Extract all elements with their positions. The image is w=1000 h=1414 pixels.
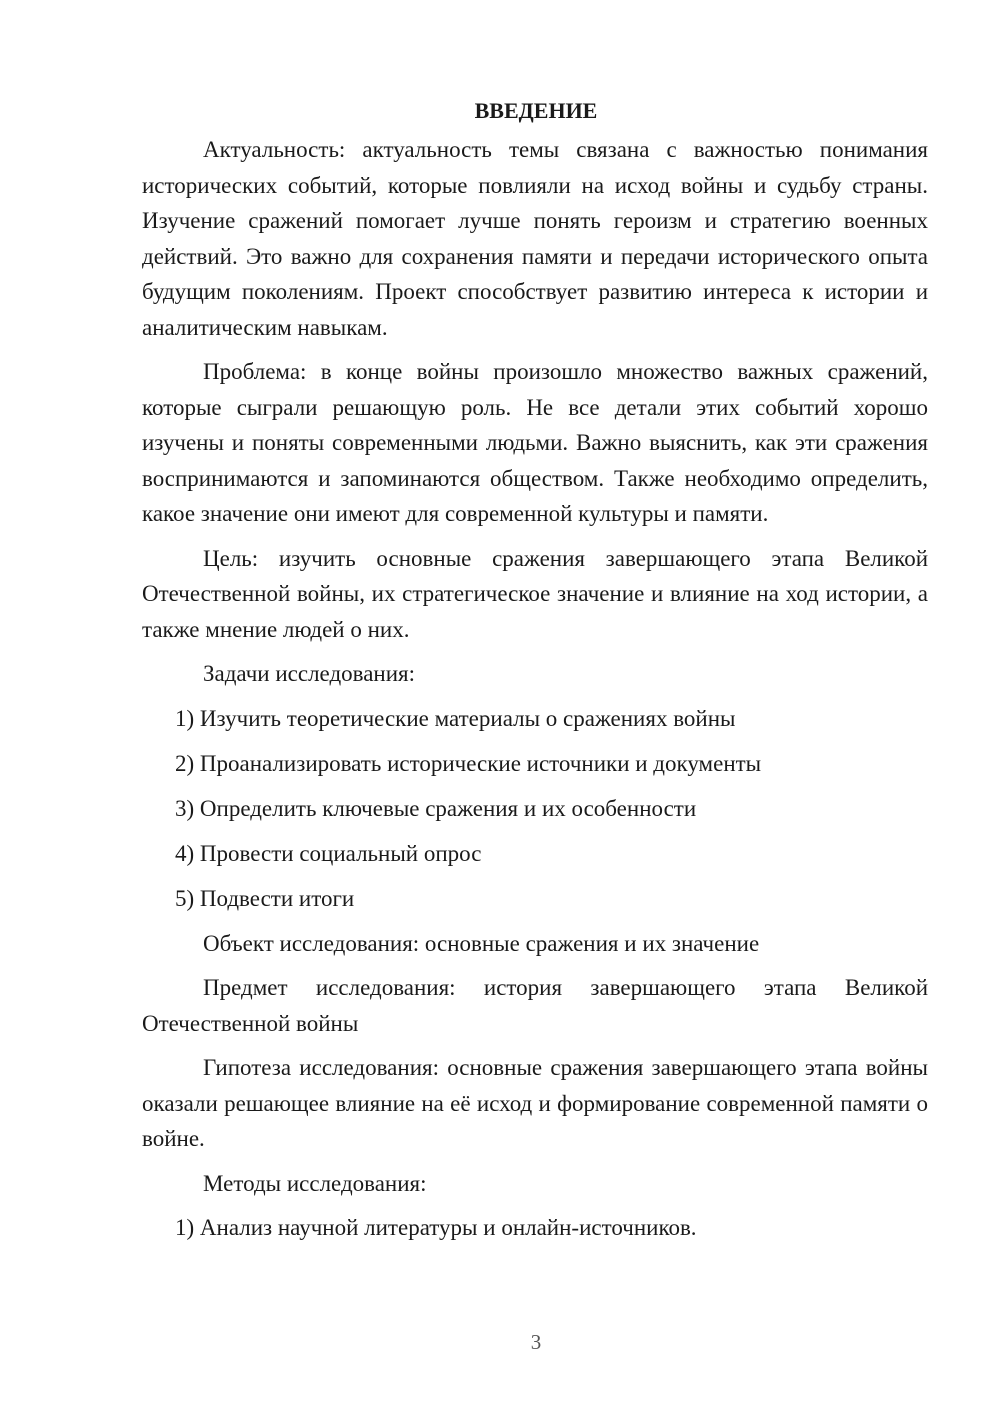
document-page xyxy=(142,90,928,1255)
page-number: 3 xyxy=(530,1330,542,1354)
task-item: 4) Провести социальный опрос xyxy=(175,840,482,866)
object-paragraph: Объект исследования: основные сражения и их значение xyxy=(203,930,760,956)
task-item: 1) Изучить теоретические материалы о сражениях войны xyxy=(175,705,736,731)
goal-paragraph: Цель: изучить основные сражения завершающего этапа Великой Отечественной войны, их стратегическое значение и влияние на ход истории, а также мнение людей о них. xyxy=(142,545,928,642)
hypothesis-paragraph: Гипотеза исследования: основные сражения завершающего этапа войны оказали решающее влияние на её исход и формирование современной памяти о войне. xyxy=(142,1055,928,1151)
methods-heading: Методы исследования: xyxy=(203,1170,427,1196)
relevance-paragraph: Актуальность: актуальность темы связана с важностью понимания исторических событий, которые повлияли на исход войны и судьбу страны. Изучение сражений помогает лучше понять героизм и стратегию военных действий. Это важно для сохранения памяти и передачи исторического опыта будущим поколениям. Проект способствует развитию интереса к истории и аналитическим навыкам. xyxy=(142,137,928,340)
tasks-list xyxy=(142,701,928,917)
problem-paragraph: Проблема: в конце войны произошло множество важных сражений, которые сыграли решающую роль. Не все детали этих событий хорошо изучены и поняты современными людьми. Важно выяснить, как эти сражения воспринимаются и запоминаются обществом. Также необходимо определить, какое значение они имеют для современной культуры и памяти. xyxy=(142,359,928,526)
document-title: ВВЕДЕНИЕ xyxy=(474,98,598,123)
task-item: 5) Подвести итоги xyxy=(175,885,355,911)
tasks-heading: Задачи исследования: xyxy=(203,661,416,686)
subject-paragraph: Предмет исследования: история завершающего этапа Великой Отечественной войны xyxy=(142,975,928,1036)
method-item: 1) Анализ научной литературы и онлайн-источников. xyxy=(175,1215,697,1240)
methods-list xyxy=(142,1210,928,1246)
task-item: 3) Определить ключевые сражения и их особенности xyxy=(175,795,697,821)
task-item: 2) Проанализировать исторические источники и документы xyxy=(175,750,762,776)
